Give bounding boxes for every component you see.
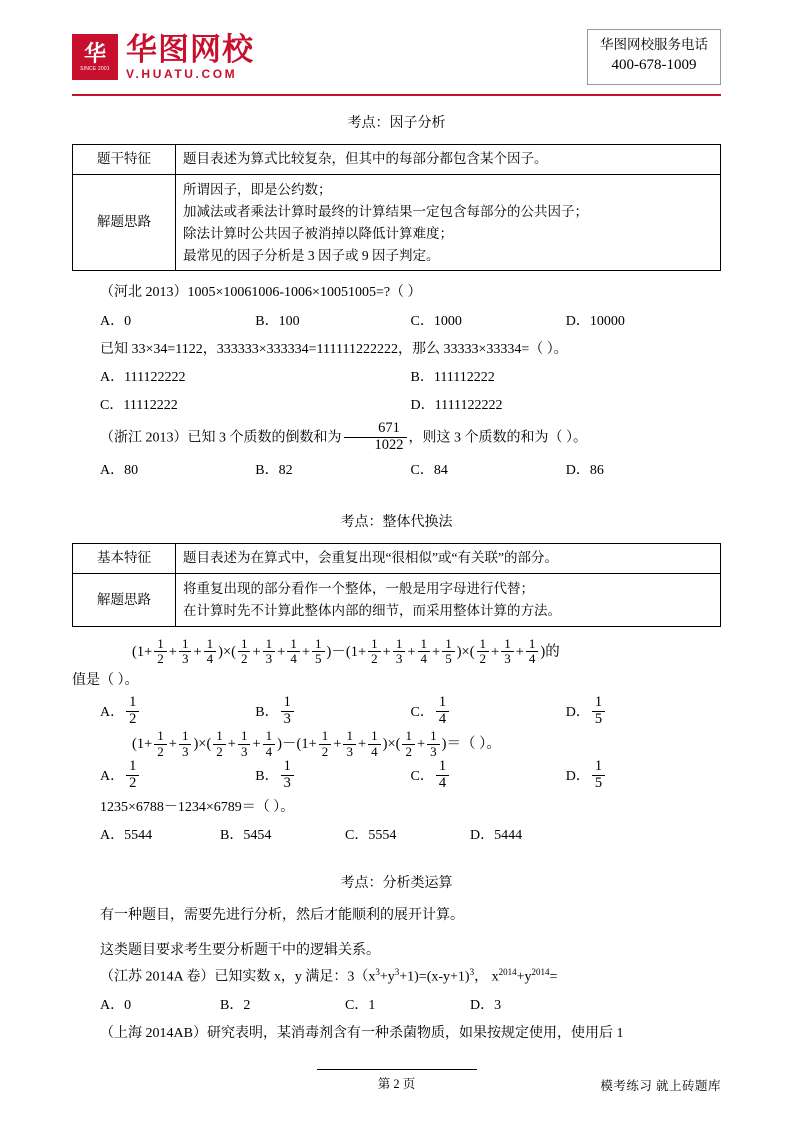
option-c[interactable]: C．1000 xyxy=(410,313,462,329)
row-label: 解题思路 xyxy=(73,574,176,627)
question-stem: 1235×6788－1234×6789＝（ ）。 xyxy=(100,799,295,815)
option-b[interactable]: B．82 xyxy=(255,463,293,479)
stem-text-post: ，则这 3 个质数的和为（ ）。 xyxy=(408,431,587,447)
option-b[interactable]: B．5454 xyxy=(220,828,272,843)
page-number: 第 2 页 xyxy=(377,1077,416,1091)
formula-tail: 的 xyxy=(545,643,560,660)
option-a[interactable]: A．0 xyxy=(100,313,132,329)
service-phone-box xyxy=(587,29,721,84)
question-stem: （江苏 2014A 卷）已知实数 x，y 满足：$3(x^3+y^3+1)=(x-y+1)^3$， $x^{2014}+y^{2014}=$ xyxy=(100,967,558,985)
question-options xyxy=(72,308,721,336)
logo-wordmark xyxy=(126,34,254,80)
row-value-line: 将重复出现的部分看作一个整体，一般是用字母进行代替； xyxy=(183,581,534,597)
question-options xyxy=(72,992,721,1020)
section-title-substitution: 考点：整体代换法 xyxy=(340,515,453,531)
logo-mark-icon xyxy=(72,34,118,80)
option-a[interactable]: A． $\frac{1}{2}$ xyxy=(100,696,255,730)
footer-slogan: 模考练习 就上砖题库 xyxy=(600,1079,721,1093)
option-c[interactable]: C． $\frac{1}{4}$ xyxy=(411,696,566,730)
option-b[interactable]: B． $\frac{1}{3}$ xyxy=(255,760,410,794)
option-a[interactable]: A．5544 xyxy=(100,828,153,843)
table-row xyxy=(73,145,721,175)
logo-url: V.HUATU.COM xyxy=(126,67,238,81)
row-value-line: 加减法或者乘法计算时最终的计算结果一定包含每部分的公共因子； xyxy=(183,203,588,219)
option-d[interactable]: D．10000 xyxy=(565,313,625,329)
logo-mark-char: 华 xyxy=(83,40,106,66)
question-options xyxy=(72,364,721,392)
option-a[interactable]: A． $\frac{1}{2}$ xyxy=(100,760,255,794)
option-c[interactable]: C．1 xyxy=(345,998,376,1014)
service-tel: 400-678-1009 xyxy=(611,56,697,73)
option-d[interactable]: D．1111122222 xyxy=(410,398,503,414)
row-value-line: 除法计算时公共因子被消掉以降低计算难度； xyxy=(183,225,453,241)
fraction-numerator: 671 xyxy=(378,420,400,437)
logo-since-text: SINCE 2001 xyxy=(80,65,110,72)
row-value: 题目表述为算式比较复杂，但其中的每部分都包含某个因子。 xyxy=(176,145,721,175)
table-row xyxy=(73,544,721,574)
option-d[interactable]: D．5444 xyxy=(470,828,523,843)
option-a[interactable]: A．80 xyxy=(100,463,139,479)
factor-analysis-table xyxy=(72,144,721,271)
question-options xyxy=(72,696,721,730)
row-value-line: 最常见的因子分析是 3 因子或 9 因子判定。 xyxy=(183,247,440,263)
option-b[interactable]: B．2 xyxy=(220,998,251,1014)
row-label: 题干特征 xyxy=(73,145,176,175)
question-options xyxy=(72,760,721,794)
formula-line: (1+ $\frac{1}{2}$ + $\frac{1}{3}$ + $\frac{1}{4}$ )×( $\frac{1}{2}$ + $\frac{1}{3}$ + $\frac{1}{4}$ + $\frac{1}{5}$ )－(1+ $\frac{1}{2}$ + $\frac{1}{3}$ + $\frac{1}{4}$ + $\frac{1}{5}$ )×( $\frac{1}{2}$ + $\frac{1}{3}$ + $\frac{1}{4}$ )的 xyxy=(132,635,560,667)
formula-line: (1+ $\frac{1}{2}$ + $\frac{1}{3}$ )×( $\frac{1}{2}$ + $\frac{1}{3}$ + $\frac{1}{4}$ )－(1+ $\frac{1}{2}$ + $\frac{1}{3}$ + $\frac{1}{4}$ )×( $\frac{1}{2}$ + $\frac{1}{3}$ )＝（ ）。 xyxy=(132,728,501,759)
substitution-table xyxy=(72,543,721,627)
fraction xyxy=(344,421,407,454)
option-c[interactable]: C．84 xyxy=(410,463,448,479)
section-title-factor: 考点：因子分析 xyxy=(347,116,446,131)
table-row xyxy=(73,174,721,270)
logo-name-cn: 华图网校 xyxy=(126,32,254,67)
option-a[interactable]: A．111122222 xyxy=(100,370,186,386)
option-d[interactable]: D． $\frac{1}{5}$ xyxy=(566,696,721,730)
row-label: 基本特征 xyxy=(73,544,176,574)
brand-logo xyxy=(72,34,254,80)
row-label: 解题思路 xyxy=(73,174,176,270)
section-title-analysis: 考点：分析类运算 xyxy=(340,876,453,891)
option-b[interactable]: B．100 xyxy=(255,313,300,329)
option-c[interactable]: C．5554 xyxy=(345,828,397,843)
formula-tail: ＝（ ）。 xyxy=(446,736,501,753)
header-divider xyxy=(72,94,721,96)
question-stem xyxy=(72,422,721,455)
question-options xyxy=(72,392,721,420)
option-d[interactable]: D．86 xyxy=(565,463,604,479)
row-value xyxy=(176,174,721,270)
service-label: 华图网校服务电话 xyxy=(600,37,708,53)
row-value-line: 所谓因子，即是公约数； xyxy=(183,181,332,197)
option-c[interactable]: C． $\frac{1}{4}$ xyxy=(411,760,566,794)
analysis-paragraph-1: 有一种题目，需要先进行分析，然后才能顺利的展开计算。 xyxy=(100,908,464,923)
formula-continuation: 值是（ ）。 xyxy=(72,673,139,689)
analysis-paragraph-2: 这类题目要求考生要分析题干中的逻辑关系。 xyxy=(100,942,380,958)
question-options xyxy=(72,457,721,485)
option-c[interactable]: C．11112222 xyxy=(100,398,178,414)
option-b[interactable]: B． $\frac{1}{3}$ xyxy=(255,696,410,730)
option-d[interactable]: D． $\frac{1}{5}$ xyxy=(566,760,721,794)
option-b[interactable]: B．111112222 xyxy=(410,370,495,386)
question-stem: 已知 33×34=1122，333333×333334=111111222222，那么 33333×33334=（ ）。 xyxy=(100,341,568,357)
question-options xyxy=(72,822,721,850)
page-footer xyxy=(72,1069,721,1092)
row-value-line: 在计算时先不计算此整体内部的细节，而采用整体计算的方法。 xyxy=(183,603,561,619)
page-header xyxy=(72,0,721,88)
footer-divider xyxy=(317,1069,477,1070)
row-value: 题目表述为在算式中，会重复出现“很相似”或“有关联”的部分。 xyxy=(176,544,721,574)
option-d[interactable]: D．3 xyxy=(470,998,502,1014)
question-stem: （河北 2013）1005×10061006-1006×10051005=?（ ） xyxy=(100,285,422,301)
row-value xyxy=(176,574,721,627)
fraction-denominator: 1022 xyxy=(344,437,407,454)
stem-text-pre: （浙江 2013）已知 3 个质数的倒数和为 xyxy=(100,431,342,447)
option-a[interactable]: A．0 xyxy=(100,998,132,1014)
table-row xyxy=(73,574,721,627)
question-stem: （上海 2014AB）研究表明，某消毒剂含有一种杀菌物质，如果按规定使用，使用后 1 xyxy=(100,1026,624,1042)
